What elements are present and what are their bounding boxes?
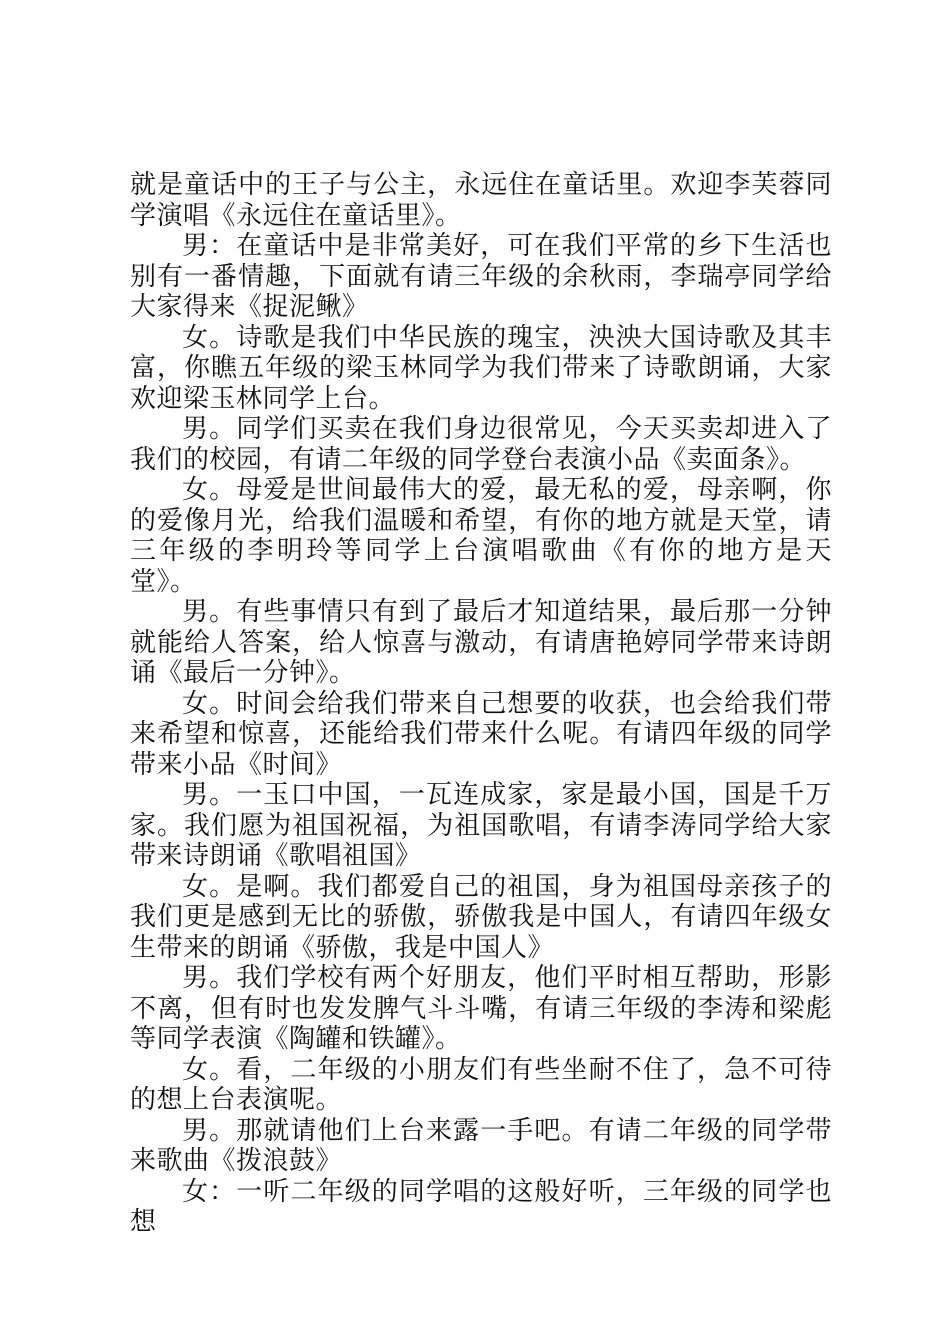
paragraph-13: 女：一听二年级的同学唱的这般好听，三年级的同学也想 <box>130 1176 832 1237</box>
paragraph-7: 女。时间会给我们带来自己想要的收获，也会给我们带来希望和惊喜，还能给我们带来什么呢。有请四年级的同学带来小品《时间》 <box>130 688 832 780</box>
paragraph-10: 男。我们学校有两个好朋友，他们平时相互帮助，形影不离，但有时也发发脾气斗斗嘴，有请三年级的李涛和梁彪等同学表演《陶罐和铁罐》。 <box>130 963 832 1054</box>
paragraph-9: 女。是啊。我们都爱自己的祖国，身为祖国母亲孩子的我们更是感到无比的骄傲，骄傲我是中国人，有请四年级女生带来的朗诵《骄傲，我是中国人》 <box>130 871 832 963</box>
document-body <box>130 170 832 1238</box>
paragraph-4: 男。同学们买卖在我们身边很常见，今天买卖却进入了我们的校园，有请二年级的同学登台表演小品《卖面条》。 <box>130 414 832 475</box>
paragraph-5: 女。母爱是世间最伟大的爱，最无私的爱，母亲啊，你的爱像月光，给我们温暖和希望，有你的地方就是天堂，请三年级的李明玲等同学上台演唱歌曲《有你的地方是天堂》。 <box>130 475 832 597</box>
paragraph-8: 男。一玉口中国，一瓦连成家，家是最小国，国是千万家。我们愿为祖国祝福，为祖国歌唱，有请李涛同学给大家带来诗朗诵《歌唱祖国》 <box>130 780 832 871</box>
paragraph-1: 就是童话中的王子与公主，永远住在童话里。欢迎李芙蓉同学演唱《永远住在童话里》。 <box>130 170 832 231</box>
paragraph-2: 男：在童话中是非常美好，可在我们平常的乡下生活也别有一番情趣，下面就有请三年级的余秋雨，李瑞亭同学给大家得来《捉泥鳅》 <box>130 231 832 322</box>
paragraph-12: 男。那就请他们上台来露一手吧。有请二年级的同学带来歌曲《拨浪鼓》 <box>130 1115 832 1176</box>
paragraph-11: 女。看，二年级的小朋友们有些坐耐不住了，急不可待的想上台表演呢。 <box>130 1054 832 1115</box>
paragraph-6: 男。有些事情只有到了最后才知道结果，最后那一分钟就能给人答案，给人惊喜与激动，有请唐艳婷同学带来诗朗诵《最后一分钟》。 <box>130 597 832 688</box>
paragraph-3: 女。诗歌是我们中华民族的瑰宝，泱泱大国诗歌及其丰富，你瞧五年级的梁玉林同学为我们带来了诗歌朗诵，大家欢迎梁玉林同学上台。 <box>130 322 832 414</box>
